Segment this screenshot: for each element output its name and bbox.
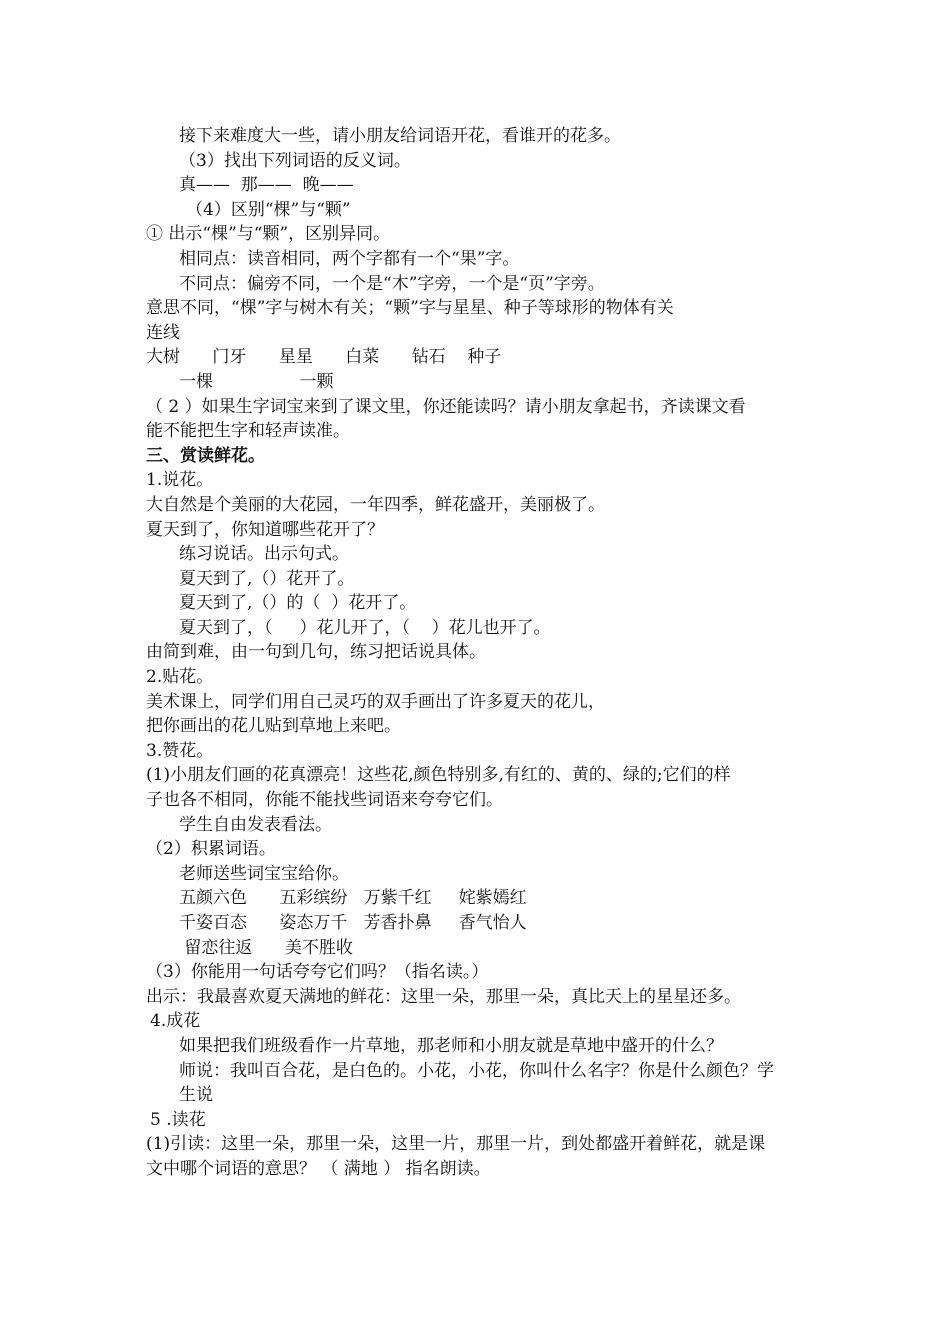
text-line: 一棵 一颗 [179,371,334,392]
text-line: 如果把我们班级看作一片草地，那老师和小朋友就是草地中盛开的什么？ [179,1035,723,1056]
text-line: (1)引读：这里一朵，那里一朵，这里一片，那里一片，到处都盛开着鲜花，就是课 [146,1134,766,1155]
text-line: 美术课上，同学们用自己灵巧的双手画出了许多夏天的花儿， [146,691,605,712]
document-body [146,124,826,1182]
text-line: 夏天到了,（）的（ ）花开了。 [179,593,417,614]
text-line: 师说：我叫百合花，是白色的。小花，小花，你叫什么名字？你是什么颜色？学 [179,1060,774,1081]
text-line: （2）积累词语。 [146,839,276,860]
text-line: (1)小朋友们画的花真漂亮！这些花,颜色特别多,有红的、黄的、绿的;它们的样 [146,765,731,786]
text-line: 留恋往返 美不胜收 [179,937,353,958]
text-line: （3）你能用一句话夸夸它们吗？（指名读。） [146,962,489,983]
text-line: 接下来难度大一些，请小朋友给词语开花，看谁开的花多。 [179,126,621,146]
text-line: 连线 [146,322,180,343]
text-line: 子也各不相同，你能不能找些词语来夸夸它们。 [146,790,503,811]
text-line: 由简到难，由一句到几句，练习把话说具体。 [146,642,486,663]
text-line: 文中哪个词语的意思？ （ 满地 ） 指名朗读。 [146,1158,491,1179]
text-line: 练习说话。出示句式。 [179,544,349,565]
text-line: 不同点：偏旁不同，一个是“木”字旁，一个是“页”字旁。 [179,273,605,294]
text-line: 真—— 那—— 晚—— [179,175,354,196]
text-line: 意思不同，“棵”字与树木有关；“颗”字与星星、种子等球形的物体有关 [146,298,674,319]
text-line: 3.赞花。 [146,740,214,761]
text-line: 1.说花。 [146,470,214,491]
text-line: 夏天到了，（ ）花儿开了，（ ）花儿也开了。 [179,617,551,638]
text-line: ① 出示“棵”与“颗”，区别异同。 [146,224,391,245]
text-line: 大自然是个美丽的大花园，一年四季，鲜花盛开，美丽极了。 [146,494,605,515]
text-line: （ 2 ）如果生字词宝来到了课文里，你还能读吗？请小朋友拿起书，齐读课文看 [146,396,746,417]
text-line: （4）区别“棵”与“颗” [186,199,351,220]
text-line: 4.成花 [150,1011,201,1032]
text-line: 学生自由发表看法。 [179,814,332,835]
text-line: 夏天到了，你知道哪些花开了？ [146,519,384,540]
text-line: 大树 门牙 星星 白菜 钻石 种子 [146,347,502,368]
section-heading: 三、赏读鲜花。 [146,445,265,466]
text-line: 老师送些词宝宝给你。 [179,863,349,884]
text-line: 五颜六色 五彩缤纷 万紫千红 姹紫嫣红 [179,888,527,909]
text-line: 2.贴花。 [146,667,214,688]
text-line: 夏天到了,（）花开了。 [179,568,355,589]
text-line: 出示：我最喜欢夏天满地的鲜花：这里一朵，那里一朵，真比天上的星星还多。 [146,986,741,1007]
text-line: 千姿百态 姿态万千 芳香扑鼻 香气怡人 [179,913,527,933]
text-line: 生说 [179,1085,213,1106]
text-line: 能不能把生字和轻声读准。 [146,421,350,442]
text-line: 把你画出的花儿贴到草地上来吧。 [146,716,401,737]
text-line: 5 .读花 [150,1109,206,1130]
text-line: 相同点：读音相同，两个字都有一个“果”字。 [179,248,520,269]
text-line: （3）找出下列词语的反义词。 [179,150,411,171]
